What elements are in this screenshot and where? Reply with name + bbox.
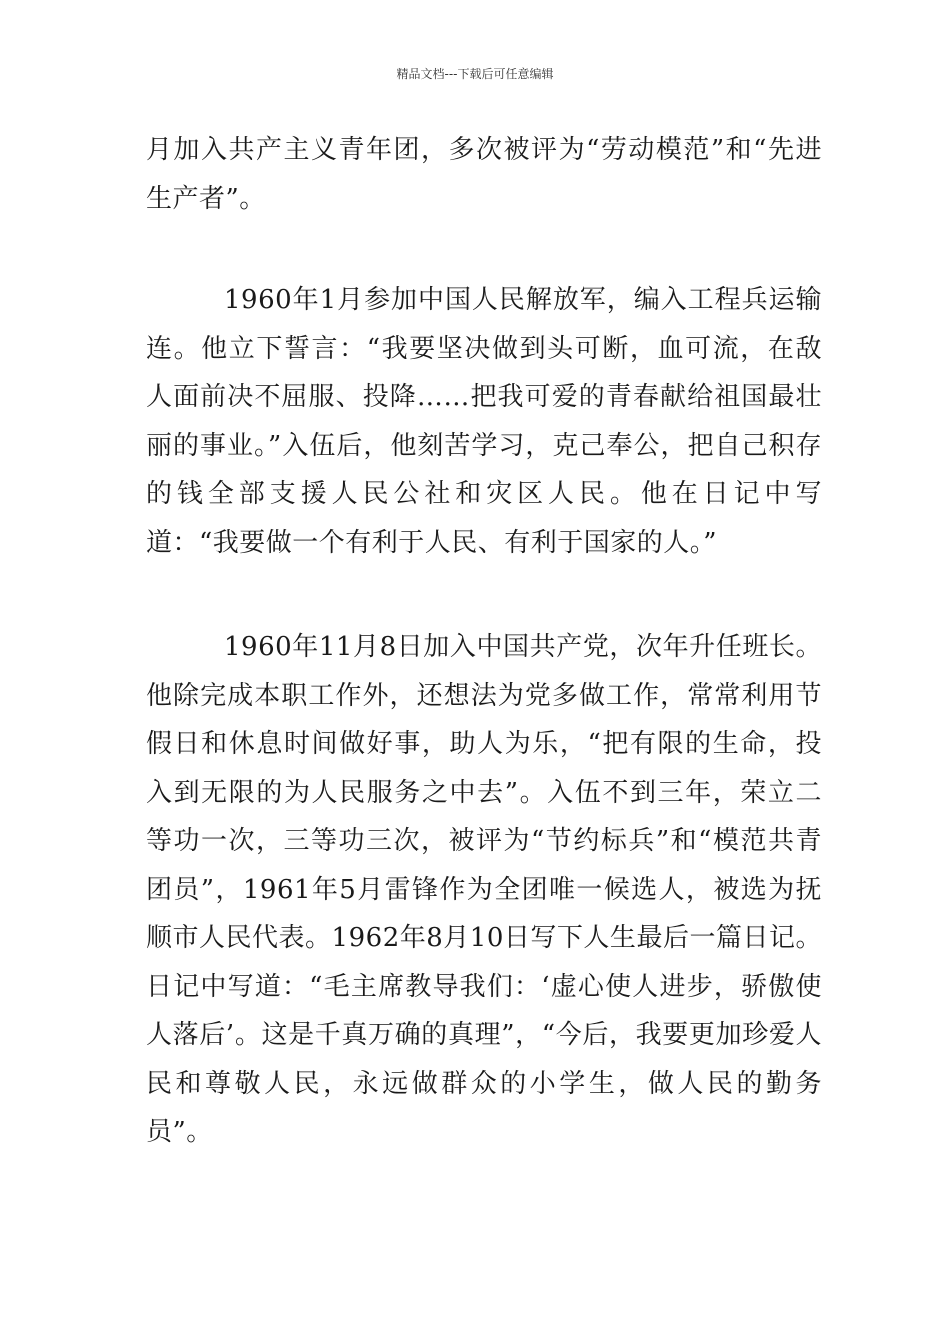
paragraph-2: 1960年1月参加中国人民解放军，编入工程兵运输连。他立下誓言：“我要坚决做到头可断，血可流，在敌人面前决不屈服、投降……把我可爱的青春献给祖国最壮丽的事业。”入伍后，他刻苦学习，克己奉公，把自己积存的钱全部支援人民公社和灾区人民。他在日记中写道：“我要做一个有利于人民、有利于国家的人。”	[146, 285, 822, 558]
paragraph-3: 1960年11月8日加入中国共产党，次年升任班长。他除完成本职工作外，还想法为党多做工作，常常利用节假日和休息时间做好事，助人为乐，“把有限的生命，投入到无限的为人民服务之中去”。入伍不到三年，荣立二等功一次，三等功三次，被评为“节约标兵”和“模范共青团员”，1961年5月雷锋作为全团唯一候选人，被选为抚顺市人民代表。1962年8月10日写下人生最后一篇日记。日记中写道：“毛主席教导我们：‘虚心使人进步，骄傲使人落后’。这是千真万确的真理”，“今后，我要更加珍爱人民和尊敬人民，永远做群众的小学生，做人民的勤务员”。	[146, 632, 822, 1147]
paragraph-1: 月加入共产主义青年团，多次被评为“劳动模范”和“先进生产者”。	[146, 135, 822, 214]
page-header: 精品文档---下载后可任意编辑	[396, 67, 554, 81]
